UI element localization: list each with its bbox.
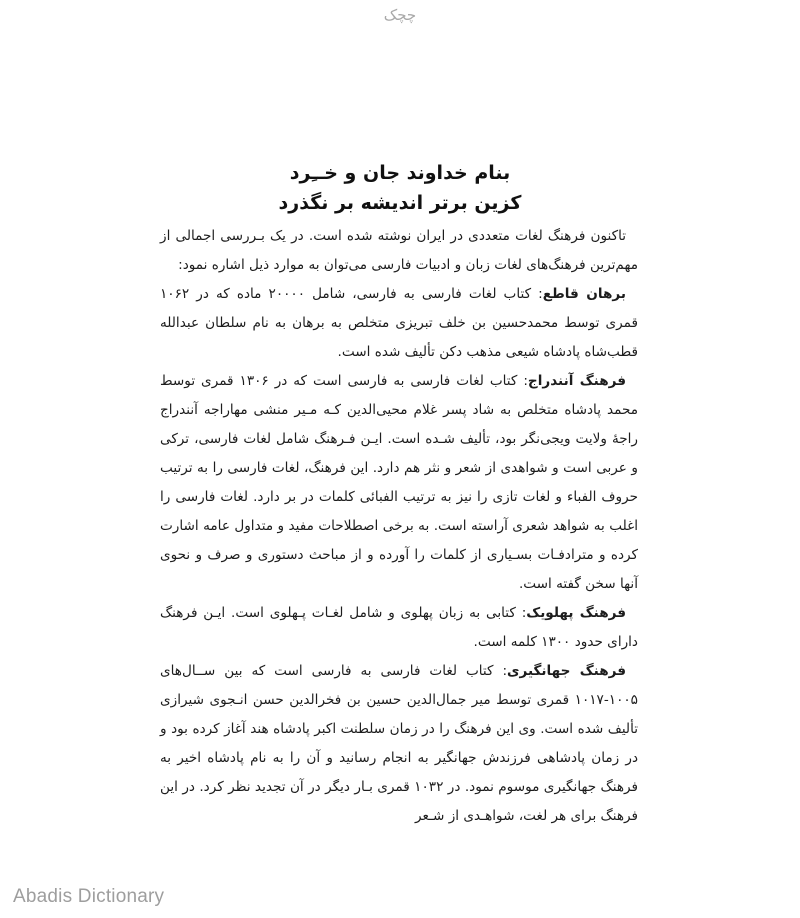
entry-paragraph <box>160 280 638 367</box>
title-line-2: کزین برتر اندیشه بر نگذرد <box>278 192 522 214</box>
entry-term: فرهنگ آنندراج <box>527 373 626 389</box>
entry-text: : کتاب لغات فارسی به فارسی است که در ۱۳۰۶ قمری توسط محمد پادشاه متخلص به شاد پسر غلام محیی‌الدین کـه مـیر منشی مهاراجه آنندراج راجهٔ ولایت ویجی‌نگر بود، تألیف شـده است. ایـن فـرهنگ شامل لغات فارسی، ترکی و عربی است و شواهدی از شعر و نثر هم دارد. این فرهنگ، لغات فارسی را به ترتیب حروف الفباء و لغات تازی را نیز به ترتیب الفبائی کلمات در بر دارد. لغات فارسی را اغلب به شواهد شعری آراسته است. به برخی اصطلاحات مفید و متداول عامه اشارت کرده و مترادفـات بسـیاری از کلمات را آورده و از مباحث دستوری و صرف و نحوی آنها سخن گفته است. <box>160 373 638 592</box>
entry-paragraph <box>160 367 638 599</box>
entry-term: برهان قاطع <box>542 286 626 302</box>
title-block <box>160 158 640 218</box>
entry-term: فرهنگ پهلویک <box>526 605 626 621</box>
document-body <box>160 222 638 831</box>
entry-paragraph <box>160 657 638 831</box>
entry-term: فرهنگ جهانگیری <box>507 663 626 679</box>
watermark-label: Abadis Dictionary <box>13 886 165 907</box>
entry-text: : کتاب لغات فارسی به فارسی است که بین ســال‌های ۱۰۰۵-۱۰۱۷ قمری توسط میر جمال‌الدین حسین بن فخرالدین حسن انـجوی شیرازی تألیف شده است. وی این فرهنگ را در زمان سلطنت اکبر پادشاه هند آغاز کرده بود و در زمان پادشاهی فرزندش جهانگیر به انجام رسانید و آن را به نام پادشاه اخیر به فرهنگ جهانگیری موسوم نمود. در ۱۰۳۲ قمری بـار دیگر در آن تجدید نظر کرد. در این فرهنگ برای هر لغت، شواهـدی از شـعر <box>160 663 638 824</box>
intro-paragraph: تاکنون فرهنگ لغات متعددی در ایران نوشته شده است. در یک بـررسی اجمالی از مهم‌ترین فرهنگ‌های لغات زبان و ادبیات فارسی می‌توان به موارد ذیل اشاره نمود: <box>160 228 638 273</box>
entry-text: : کتاب لغات فارسی به فارسی، شامل ۲۰۰۰۰ ماده که در ۱۰۶۲ قمری توسط محمدحسین بن خلف تبریزی متخلص به برهان به نام سلطان عبدالله قطب‌شاه پادشاه شیعی مذهب دکن تألیف شده است. <box>160 286 638 360</box>
entry-text: : کتابی به زبان پهلوی و شامل لغـات پـهلوی است. ایـن فرهنگ دارای حدود ۱۳۰۰ کلمه است. <box>160 605 638 650</box>
entry-paragraph <box>160 599 638 657</box>
page-header-label: چچک <box>383 6 417 24</box>
title-line-1: بنام خداوند جان و خــِرد <box>289 162 511 184</box>
